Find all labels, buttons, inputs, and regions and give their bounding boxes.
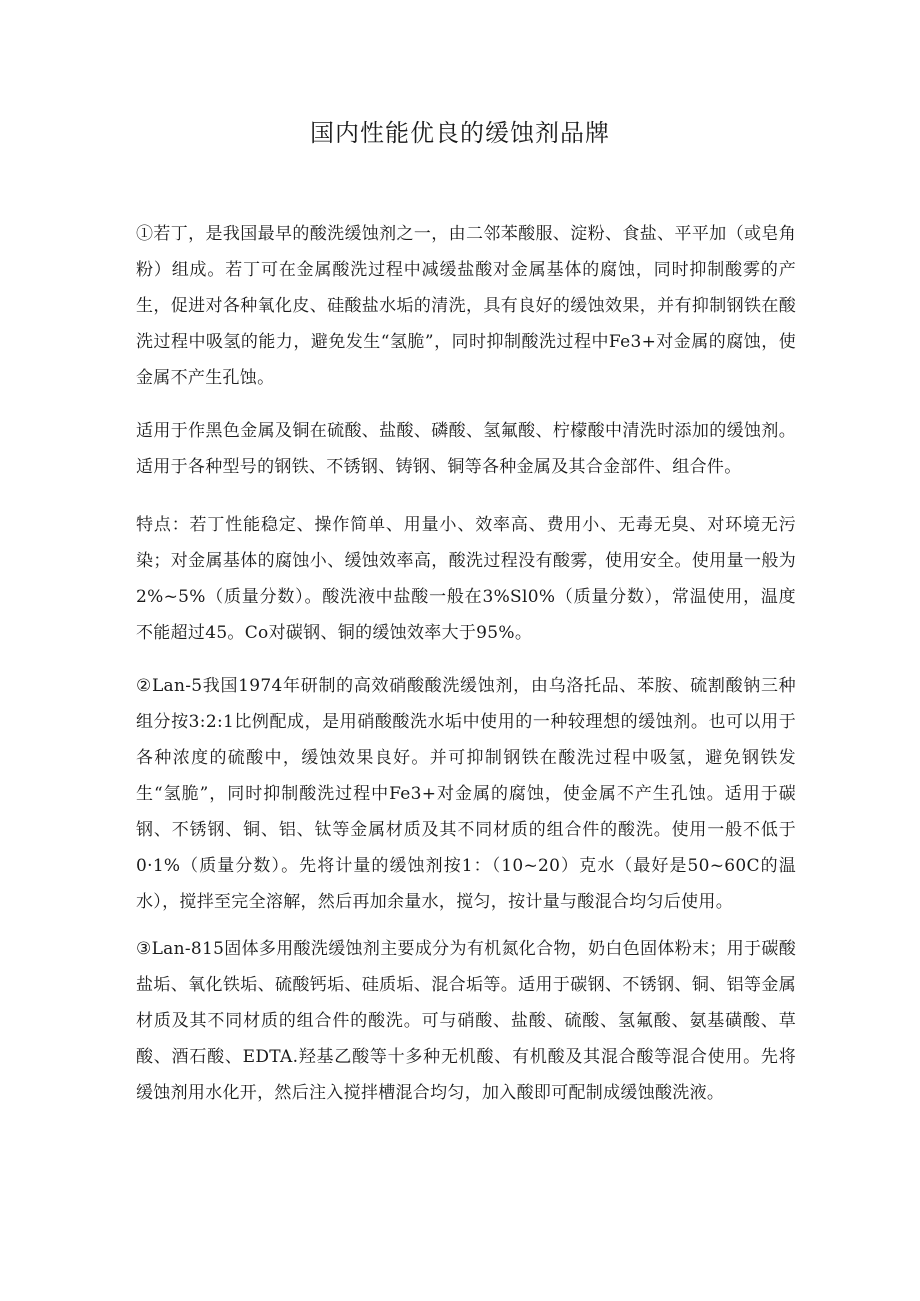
paragraph-ruoding-features: 特点：若丁性能稳定、操作简单、用量小、效率高、费用小、无毒无臭、对环境无污染；对金属基体的腐蚀小、缓蚀效率高，酸洗过程没有酸雾，使用安全。使用量一般为2%~5%（质量分数）。酸洗液中盐酸一般在3%Sl0%（质量分数），常温使用，温度不能超过45。Co对碳钢、铜的缓蚀效率大于95%。: [136, 515, 796, 643]
paragraph-lan-815: ③Lan-815固体多用酸洗缓蚀剂主要成分为有机氮化合物，奶白色固体粉末；用于碳酸盐垢、氧化铁垢、硫酸钙垢、硅质垢、混合垢等。适用于碳钢、不锈钢、铜、铝等金属材质及其不同材质的组合件的酸洗。可与硝酸、盐酸、硫酸、氢氟酸、氨基磺酸、草酸、酒石酸、EDTA.羟基乙酸等十多种无机酸、有机酸及其混合酸等混合使用。先将缓蚀剂用水化开，然后注入搅拌槽混合均匀，加入酸即可配制成缓蚀酸洗液。: [136, 939, 796, 1103]
paragraph-lan-5: ②Lan-5我国1974年研制的高效硝酸酸洗缓蚀剂，由乌洛托品、苯胺、硫割酸钠三种组分按3:2:1比例配成，是用硝酸酸洗水垢中使用的一种较理想的缓蚀剂。也可以用于各种浓度的硫酸中，缓蚀效果良好。并可抑制钢铁在酸洗过程中吸氢，避免钢铁发生“氢脆”，同时抑制酸洗过程中Fe3+对金属的腐蚀，使金属不产生孔蚀。适用于碳钢、不锈钢、铜、铝、钛等金属材质及其不同材质的组合件的酸洗。使用一般不低于0·1%（质量分数）。先将计量的缓蚀剂按1：（10~20）克水（最好是50~60C的温水），搅拌至完全溶解，然后再加余量水，搅匀，按计量与酸混合均匀后使用。: [136, 676, 796, 912]
paragraph-ruoding-intro: ①若丁，是我国最早的酸洗缓蚀剂之一，由二邻苯酸服、淀粉、食盐、平平加（或皂角粉）组成。若丁可在金属酸洗过程中减缓盐酸对金属基体的腐蚀，同时抑制酸雾的产生，促进对各种氧化皮、硅酸盐水垢的清洗，具有良好的缓蚀效果，并有抑制钢铁在酸洗过程中吸氢的能力，避免发生“氢脆”，同时抑制酸洗过程中Fe3+对金属的腐蚀，使金属不产生孔蚀。: [136, 224, 796, 388]
document-title: 国内性能优良的缓蚀剂品牌: [310, 119, 610, 147]
paragraph-ruoding-applications: 适用于作黑色金属及铜在硫酸、盐酸、磷酸、氢氟酸、柠檬酸中清洗时添加的缓蚀剂。适用于各种型号的钢铁、不锈钢、铸钢、铜等各种金属及其合金部件、组合件。: [136, 421, 796, 477]
